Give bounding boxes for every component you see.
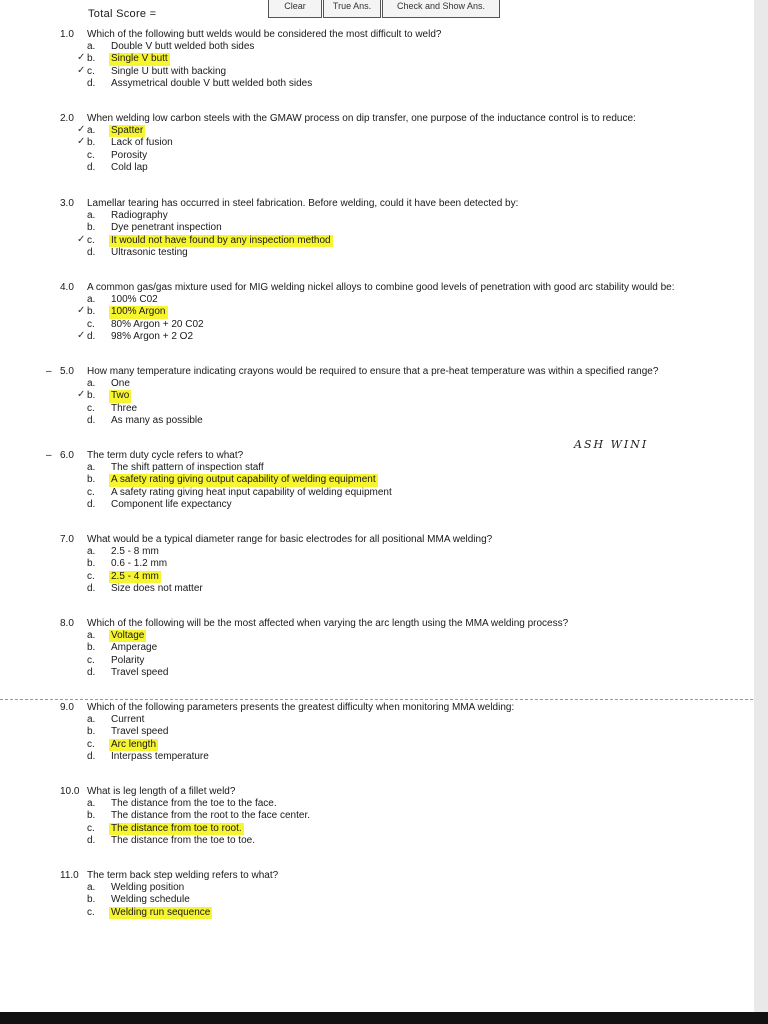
option-text: Size does not matter [111, 582, 203, 594]
highlighted-answer: Single V butt [111, 53, 168, 65]
question-text: A common gas/gas mixture used for MIG welding nickel alloys to combine good levels of penetration with good arc stability would be: [87, 282, 675, 293]
handwritten-tick-icon: ✓ [77, 329, 86, 341]
option-letter: a. [87, 294, 96, 306]
option-letter: b. [87, 726, 96, 738]
question-text: The term duty cycle refers to what? [87, 450, 244, 461]
question-text: What is leg length of a fillet weld? [87, 786, 236, 797]
handwritten-tick-icon: ✓ [77, 64, 86, 76]
option-letter: a. [87, 41, 96, 53]
option-letter: c. [87, 822, 95, 834]
option-text: Lack of fusion [111, 137, 173, 149]
question-number: 4.0 [60, 282, 74, 293]
option-letter: a. [87, 378, 96, 390]
highlighted-answer: Welding run sequence [111, 906, 211, 918]
option-text: Ultrasonic testing [111, 246, 188, 258]
question-number: 8.0 [60, 618, 74, 629]
handwritten-tick-icon: ✓ [77, 124, 86, 136]
question-number: 3.0 [60, 198, 74, 209]
clear-button[interactable]: Clear [268, 0, 322, 18]
option-letter: a. [87, 210, 96, 222]
option-letter: d. [87, 414, 96, 426]
highlighted-answer: Two [111, 390, 130, 402]
option-letter: b. [87, 810, 96, 822]
question-number: 6.0 [60, 450, 74, 461]
check-show-answer-button[interactable]: Check and Show Ans. [382, 0, 500, 18]
option-letter: c. [87, 654, 95, 666]
question-text: Which of the following butt welds would be considered the most difficult to weld? [87, 29, 442, 40]
question-number: 2.0 [60, 113, 74, 124]
option-text: As many as possible [111, 414, 203, 426]
highlighted-answer: It would not have found by any inspection method [111, 234, 331, 246]
option-letter: b. [87, 137, 96, 149]
option-letter: c. [87, 486, 95, 498]
handwritten-tick-icon: ✓ [77, 233, 86, 245]
option-text: Component life expectancy [111, 498, 232, 510]
highlighted-answer: Voltage [111, 630, 145, 642]
option-letter: d. [87, 834, 96, 846]
option-text: Polarity [111, 654, 145, 666]
option-text: Porosity [111, 149, 148, 161]
scan-edge-bottom [0, 1012, 768, 1024]
scan-edge-right [754, 0, 768, 1024]
question-text: The term back step welding refers to what? [87, 870, 279, 881]
option-text: 2.5 - 8 mm [111, 546, 159, 558]
page-header [0, 0, 768, 30]
option-text: Interpass temperature [111, 750, 209, 762]
highlighted-answer: A safety rating giving output capability of welding equipment [111, 474, 376, 486]
option-letter: c. [87, 570, 95, 582]
option-letter: b. [87, 558, 96, 570]
question-number: 10.0 [60, 786, 80, 797]
question-number: 9.0 [60, 702, 74, 713]
option-text: Travel speed [111, 666, 169, 678]
option-letter: b. [87, 642, 96, 654]
option-letter: b. [87, 53, 96, 65]
option-letter: c. [87, 906, 95, 918]
option-letter: a. [87, 630, 96, 642]
option-text: Assymetrical double V butt welded both sides [111, 77, 313, 89]
option-letter: d. [87, 161, 96, 173]
highlighted-answer: 100% Argon [111, 306, 166, 318]
highlighted-answer: The distance from toe to root. [111, 822, 242, 834]
highlighted-answer: Arc length [111, 738, 157, 750]
option-text: Double V butt welded both sides [111, 41, 255, 53]
option-text: Travel speed [111, 726, 169, 738]
option-text: The distance from the toe to the face. [111, 798, 277, 810]
option-text: Current [111, 714, 145, 726]
option-text: Radiography [111, 210, 168, 222]
option-letter: a. [87, 125, 96, 137]
option-text: 98% Argon + 2 O2 [111, 330, 194, 342]
page-fold-line [0, 699, 768, 700]
option-letter: c. [87, 318, 95, 330]
question-number: 11.0 [60, 870, 79, 881]
option-letter: c. [87, 65, 95, 77]
option-letter: a. [87, 798, 96, 810]
option-text: Single U butt with backing [111, 65, 227, 77]
option-text: Dye penetrant inspection [111, 222, 222, 234]
option-letter: d. [87, 750, 96, 762]
option-text: A safety rating giving heat input capability of welding equipment [111, 486, 392, 498]
option-letter: b. [87, 894, 96, 906]
option-letter: a. [87, 546, 96, 558]
option-letter: b. [87, 306, 96, 318]
option-letter: c. [87, 402, 95, 414]
question-text: How many temperature indicating crayons would be required to ensure that a pre-heat temperature was within a specified range? [87, 366, 659, 377]
question-text: When welding low carbon steels with the GMAW process on dip transfer, one purpose of the inductance control is to reduce: [87, 113, 636, 124]
question-text: Lamellar tearing has occurred in steel fabrication. Before welding, could it have been detected by: [87, 198, 519, 209]
handwritten-tick-icon: ✓ [77, 52, 86, 64]
true-answer-button[interactable]: True Ans. [323, 0, 381, 18]
option-text: The distance from the root to the face center. [111, 810, 310, 822]
handwritten-tick-icon: ✓ [77, 389, 86, 401]
question-number: 1.0 [60, 29, 74, 40]
highlighted-answer: 2.5 - 4 mm [111, 570, 159, 582]
option-letter: d. [87, 666, 96, 678]
option-letter: d. [87, 330, 96, 342]
total-score-label: Total Score = [88, 8, 157, 20]
option-letter: b. [87, 474, 96, 486]
handwritten-name: ASH WINI [574, 438, 649, 451]
option-letter: d. [87, 246, 96, 258]
question-number: 5.0 [60, 366, 74, 377]
option-text: 0.6 - 1.2 mm [111, 558, 168, 570]
margin-mark: – [46, 366, 52, 377]
highlighted-answer: Spatter [111, 125, 144, 137]
option-letter: d. [87, 77, 96, 89]
option-letter: d. [87, 582, 96, 594]
option-text: Amperage [111, 642, 158, 654]
option-text: Cold lap [111, 161, 148, 173]
option-text: 80% Argon + 20 C02 [111, 318, 204, 330]
option-text: One [111, 378, 130, 390]
option-letter: c. [87, 234, 95, 246]
question-text: What would be a typical diameter range for basic electrodes for all positional MMA welding? [87, 534, 493, 545]
handwritten-tick-icon: ✓ [77, 136, 86, 148]
option-letter: c. [87, 738, 95, 750]
handwritten-tick-icon: ✓ [77, 305, 86, 317]
margin-mark: – [46, 450, 52, 461]
option-letter: c. [87, 149, 95, 161]
question-text: Which of the following will be the most affected when varying the arc length using the MMA welding process? [87, 618, 569, 629]
option-letter: b. [87, 222, 96, 234]
option-letter: a. [87, 462, 96, 474]
option-letter: b. [87, 390, 96, 402]
option-letter: a. [87, 882, 96, 894]
option-text: 100% C02 [111, 294, 158, 306]
option-letter: a. [87, 714, 96, 726]
question-text: Which of the following parameters presents the greatest difficulty when monitoring MMA welding: [87, 702, 515, 713]
question-number: 7.0 [60, 534, 74, 545]
option-letter: d. [87, 498, 96, 510]
option-text: The shift pattern of inspection staff [111, 462, 264, 474]
option-text: The distance from the toe to toe. [111, 834, 255, 846]
option-text: Three [111, 402, 138, 414]
option-text: Welding position [111, 882, 185, 894]
option-text: Welding schedule [111, 894, 190, 906]
